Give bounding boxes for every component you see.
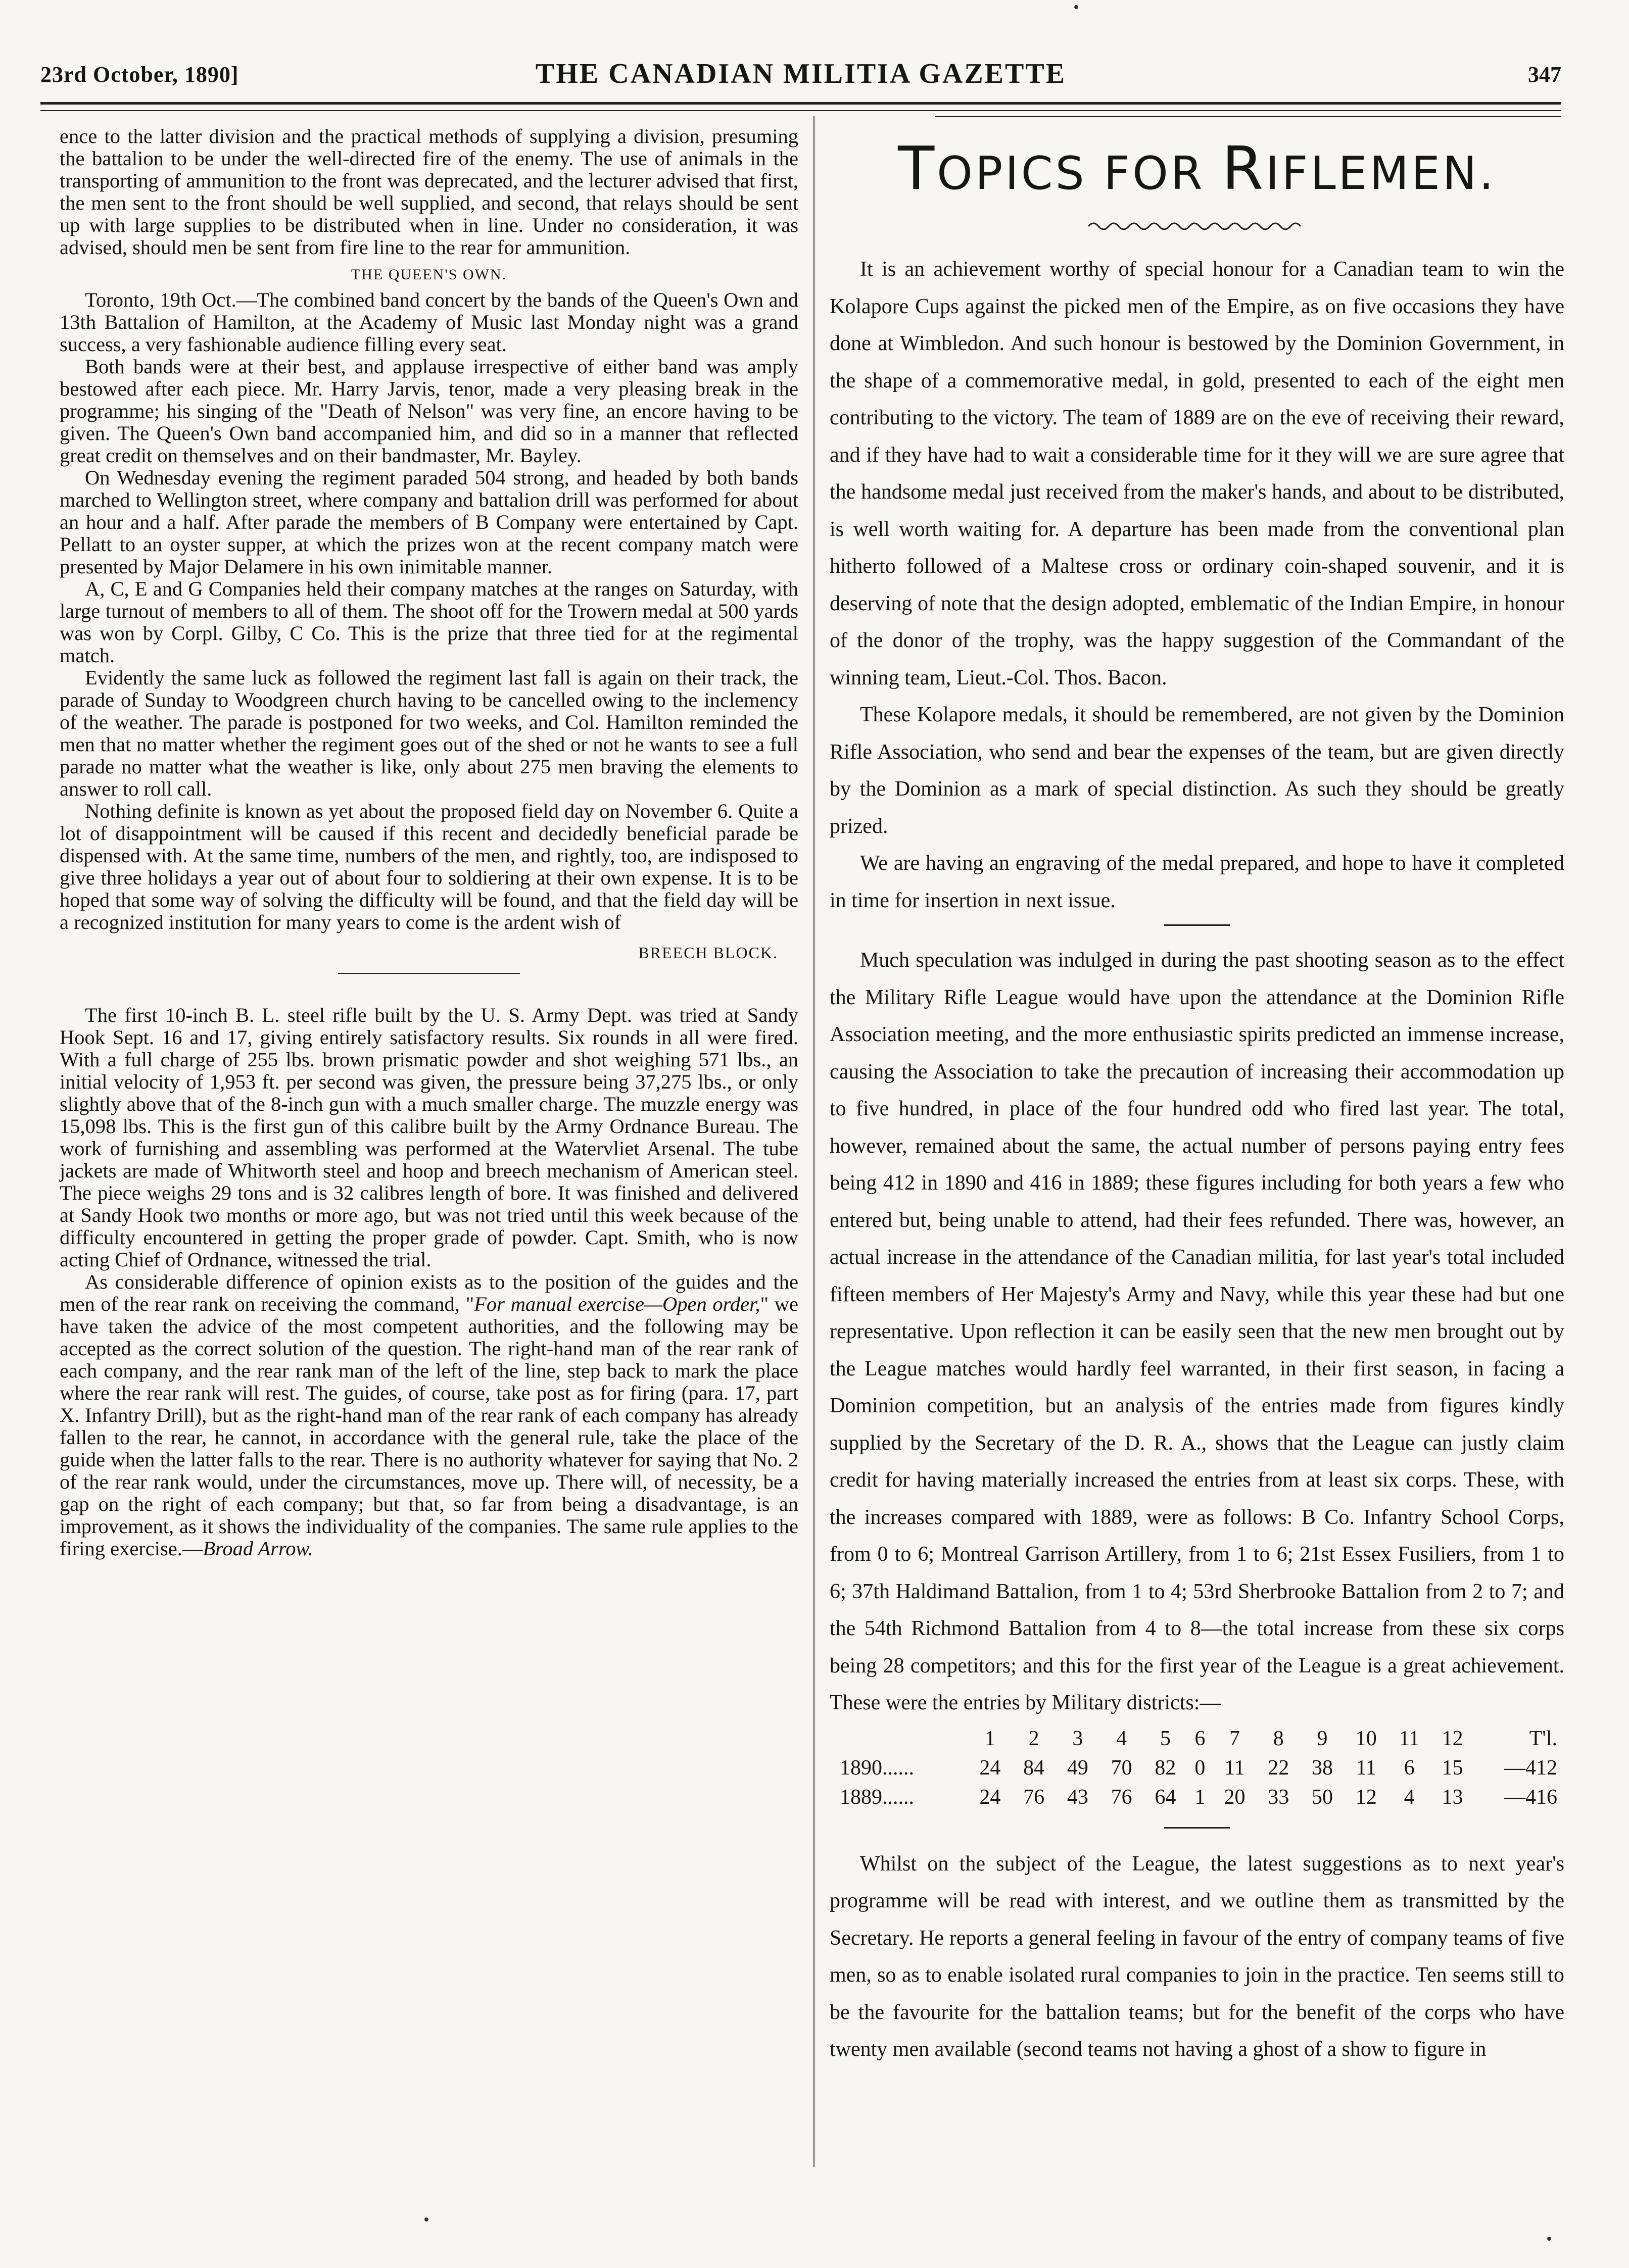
section-separator [1164, 1827, 1230, 1829]
table-header-cell: 1 [984, 1727, 995, 1750]
print-speck [1547, 2237, 1551, 2241]
heading-text-b: IFLEMEN. [1266, 147, 1496, 200]
right-column [830, 125, 1564, 2068]
print-speck [424, 2217, 428, 2222]
table-header-row [830, 1724, 1564, 1753]
table-cell: 13 [1442, 1785, 1463, 1809]
paragraph-rifle-league: Much speculation was indulged in during the past shooting season as to the effect the Military Rifle League would have upon the attendance at the Dominion Rifle Association meeting, and the more enthusiastic spirits predicted an immense increase, causing the Association to take the precaution of increasing their accommodation up to five hundred, in place of the four hundred odd who fired last year. The total, however, remained about the same, the actual number of persons paying entry fees being 412 in 1890 and 416 in 1889; these figures including for both years a few who entered but, being unable to attend, had their fees refunded. There was, however, an actual increase in the attendance of the Canadian militia, for last year's total included fifteen members of Her Majesty's Army and Navy, while this year these had but one representative. Upon reflection it can be easily seen that the new men brought out by the League matches would hardly feel warranted, in their first season, in facing a Dominion competition, but an analysis of the entries made from figures kindly supplied by the Secretary of the D. R. A., shows that the League can justly claim credit for having materially increased the entries from at least six corps. These, with the increases compared with 1889, were as follows: B Co. Infantry School Corps, from 0 to 6; Montreal Garrison Artillery, from 1 to 6; 21st Essex Fusiliers, from 1 to 6; 37th Haldimand Battalion, from 1 to 4; 53rd Sherbrooke Battalion from 2 to 7; and the 54th Richmond Battalion from 4 to 8—the total increase from these six corps being 28 competitors; and this for the first year of the League is a great achievement. These were the entries by Military districts:— [830, 949, 1564, 1714]
print-speck [1074, 5, 1078, 9]
table-cell: 49 [1067, 1756, 1088, 1780]
table-cell: 76 [1023, 1785, 1045, 1809]
heading-text-a: OPICS FOR [937, 147, 1222, 200]
table-row [830, 1783, 1564, 1812]
open-order-command: For manual exercise—Open order, [474, 1293, 760, 1315]
table-header-cell: 2 [1028, 1727, 1039, 1750]
paragraph-field-day: Nothing definite is known as yet about the proposed field day on November 6. Quite a lot of disappointment will be caused if this recent and decidedly beneficial parade be dispensed with. At the same time, numbers of the men, and rightly, too, are indisposed to give three holidays a year out of about four to soldiering at their own expense. It is to be hoped that some way of solving the difficulty will be found, and that the field day will be a recognized institution for many years to come is the ardent wish of [60, 800, 798, 933]
table-header-cell: 12 [1442, 1727, 1463, 1750]
table-cell: 24 [979, 1785, 1001, 1809]
table-cell: 0 [1194, 1756, 1206, 1780]
table-header-cell: 9 [1317, 1727, 1328, 1750]
table-cell: 64 [1155, 1785, 1176, 1809]
paragraph-engraving: We are having an engraving of the medal prepared, and hope to have it completed in time for insertion in next issue. [830, 852, 1564, 912]
table-cell: 22 [1268, 1756, 1289, 1780]
paragraph-steel-rifle: The first 10-inch B. L. steel rifle built by the U. S. Army Dept. was tried at Sandy Hook Sept. 16 and 17, giving entirely satisfactory results. Six rounds in all were fired. With a full charge of 255 lbs. brown prismatic powder and shot weighing 571 lbs., an initial velocity of 1,953 ft. per second was given, the pressure being 37,275 lbs., or only slightly above that of the 8-inch gun with a much smaller charge. The muzzle energy was 15,098 lbs. This is the first gun of this calibre built by the Army Ordnance Bureau. The work of furnishing and assembling was performed at the Watervliet Arsenal. The tube jackets are made of Whitworth steel and hoop and breech mechanism of American steel. The piece weighs 29 tons and is 32 calibres length of bore. It was finished and delivered at Sandy Hook two months or more ago, but was not tried until this week because of the difficulty encountered in getting the proper grade of powder. Capt. Smith, who is now acting Chief of Ordnance, witnessed the trial. [60, 1004, 798, 1271]
ornament-squiggle-icon [1088, 219, 1306, 234]
paragraph-kolapore-cups: It is an achievement worthy of special honour for a Canadian team to win the Kolapore Cups against the picked men of the Empire, as on five occasions they have done at Wimbledon. And such honour is bestowed by the Dominion Government, in the shape of a commemorative medal, in gold, presented to each of the eight men contributing to the victory. The team of 1889 are on the eve of receiving their reward, and if they have had to wait a considerable time for it they will we are sure agree that the handsome medal just received from the maker's hands, and about to be distributed, is well worth waiting for. A departure has been made from the conventional plan hitherto followed of a Maltese cross or ordinary coin-shaped souvenir, and it is deserving of note that the design adopted, emblematic of the Indian Empire, in honour of the donor of the trophy, was the happy suggestion of the Commandant of the winning team, Lieut.-Col. Thos. Bacon. [830, 258, 1564, 689]
table-cell: 33 [1268, 1785, 1289, 1809]
table-cell: 12 [1355, 1785, 1377, 1809]
page-header [40, 55, 1561, 100]
paragraph-intro: ence to the latter division and the practical methods of supplying a division, presuming the battalion to be under the well-directed fire of the enemy. The use of animals in the transporting of ammunition to the front was deprecated, and the lecturer advised that first, the men sent to the front should be well supplied, and second, that relays should be sent up with large supplies to be distributed when in line. Under no consideration, it was advised, should men be sent from fire line to the rear for ammunition. [60, 125, 798, 259]
table-header-blank [830, 1724, 968, 1753]
section-separator [1164, 924, 1230, 926]
paragraph-cancelled-parade: Evidently the same luck as followed the regiment last fall is again on their track, the parade of Sunday to Woodgreen church having to be cancelled owing to the inclemency of the weather. The parade is postponed for two weeks, and Col. Hamilton reminded the men that no matter whether the regiment goes out of the shed or not he wants to see a full parade no matter what the weather is like, only about 275 men braving the elements to answer to roll call. [60, 666, 798, 800]
table-cell: 76 [1111, 1785, 1132, 1809]
table-cell: 15 [1442, 1756, 1463, 1780]
open-order-text-b: " we have taken the advice of the most competent authorities, and the following may be accepted as the correct solution of the question. The right-hand man of the rear rank of each company, and the rear rank man of the left of the line, step back to mark the place where the rear rank will rest. The guides, of course, take post as for firing (para. 17, part X. Infantry Drill), but as the right-hand man of the rear rank of each company has already fallen to the rear, he cannot, in accordance with the general rule, take the place of the guide when the latter falls to the rear. There is no authority whatever for saying that No. 2 of the rear rank would, under the circumstances, move up. There will, of necessity, be a gap on the right of each company; but that, so far from being a disadvantage, is an improvement, as it shows the individuality of the companies. The same rule applies to the firing exercise.— [60, 1293, 798, 1560]
paragraph-wednesday-parade: On Wednesday evening the regiment paraded 504 strong, and headed by both bands marched to Wellington street, where company and battalion drill was performed for about an hour and a half. After parade the members of B Company were entertained by Capt. Pellatt to an oyster supper, at which the prizes won at the recent company match were presented by Major Delamere in his own inimitable manner. [60, 466, 798, 578]
table-header-cell: 11 [1399, 1727, 1420, 1750]
paragraph-band-concert: Toronto, 19th Oct.—The combined band concert by the bands of the Queen's Own and 13th Battalion of Hamilton, at the Academy of Music last Monday night was a grand success, a very fashionable audience filling every seat. [60, 288, 798, 356]
table-cell: 24 [979, 1756, 1001, 1780]
signature: BREECH BLOCK. [638, 944, 778, 962]
table-cell: 1 [1194, 1785, 1206, 1809]
table-header-cell: 4 [1116, 1727, 1127, 1750]
source-attribution: Broad Arrow. [203, 1537, 313, 1560]
section-heading-queens-own: THE QUEEN'S OWN. [351, 266, 507, 283]
table-header-cell: 10 [1355, 1727, 1377, 1750]
table-header-cell: 8 [1273, 1727, 1284, 1750]
paragraph-company-matches: A, C, E and G Companies held their company matches at the ranges on Saturday, with large turnout of members to all of them. The shoot off for the Trowern medal at 500 yards was won by Corpl. Gilby, C Co. This is the prize that three tied for at the regimental match. [60, 577, 798, 667]
table-cell: 6 [1404, 1756, 1415, 1780]
left-column [60, 125, 798, 1560]
heading-capital-t: T [898, 133, 937, 203]
header-rule-thick [40, 102, 1561, 105]
header-rule-thin [40, 110, 1561, 111]
section-separator [338, 973, 520, 974]
header-title: THE CANADIAN MILITIA GAZETTE [535, 58, 1067, 89]
row-total: —412 [1504, 1756, 1557, 1780]
column-divider [813, 116, 814, 2167]
row-label: 1889...... [840, 1785, 914, 1809]
table-header-cell: 3 [1072, 1727, 1083, 1750]
paragraph-league-programme: Whilst on the subject of the League, the latest suggestions as to next year's programme will be read with interest, and we outline them as transmitted by the Secretary. He reports a general feeling in favour of the entry of company teams of five men, so as to enable isolated rural companies to join in the practice. Ten seems still to be the favourite for the battalion teams; but for the benefit of the corps who have twenty men available (second teams not having a ghost of a show to figure in [830, 1852, 1564, 2061]
table-cell: 38 [1311, 1756, 1333, 1780]
table-header-cell: 7 [1229, 1727, 1240, 1750]
table-cell: 43 [1067, 1785, 1088, 1809]
table-cell: 11 [1224, 1756, 1245, 1780]
header-page-number: 347 [1528, 62, 1561, 87]
table-row [830, 1753, 1564, 1783]
table-cell: 82 [1155, 1756, 1176, 1780]
header-date: 23rd October, 1890] [40, 62, 239, 87]
open-order-text-a: As considerable difference of opinion exists as to the position of the guides and the men of the rear rank on receiving the command, " [60, 1270, 798, 1315]
heading-capital-r: R [1222, 133, 1266, 203]
row-label: 1890...... [840, 1756, 914, 1780]
paragraph-kolapore-medals: These Kolapore medals, it should be remembered, are not given by the Dominion Rifle Association, who send and bear the expenses of the team, but are given directly by the Dominion as a mark of special distinction. As such they should be greatly prized. [830, 703, 1564, 838]
table-cell: 20 [1224, 1785, 1245, 1809]
paragraph-open-order [60, 1271, 798, 1560]
table-cell: 11 [1356, 1756, 1376, 1780]
table-cell: 50 [1311, 1785, 1333, 1809]
table-cell: 4 [1404, 1785, 1415, 1809]
table-header-cell: 6 [1194, 1727, 1206, 1750]
table-cell: 70 [1111, 1756, 1132, 1780]
column-top-rule [935, 116, 1561, 117]
topics-heading [830, 133, 1564, 203]
table-cell: 84 [1023, 1756, 1045, 1780]
table-header-cell: 5 [1160, 1727, 1171, 1750]
paragraph-bands-best: Both bands were at their best, and applause irrespective of either band was amply bestowed after each piece. Mr. Harry Jarvis, tenor, made a very pleasing break in the programme; his singing of the "Death of Nelson" was very fine, an encore having to be given. The Queen's Own band accompanied him, and did so in a manner that reflected great credit on themselves and on their bandmaster, Mr. Bayley. [60, 355, 798, 467]
table-header-total: T'l. [1529, 1727, 1557, 1750]
entries-by-district-table [830, 1724, 1564, 1812]
row-total: —416 [1504, 1785, 1557, 1809]
